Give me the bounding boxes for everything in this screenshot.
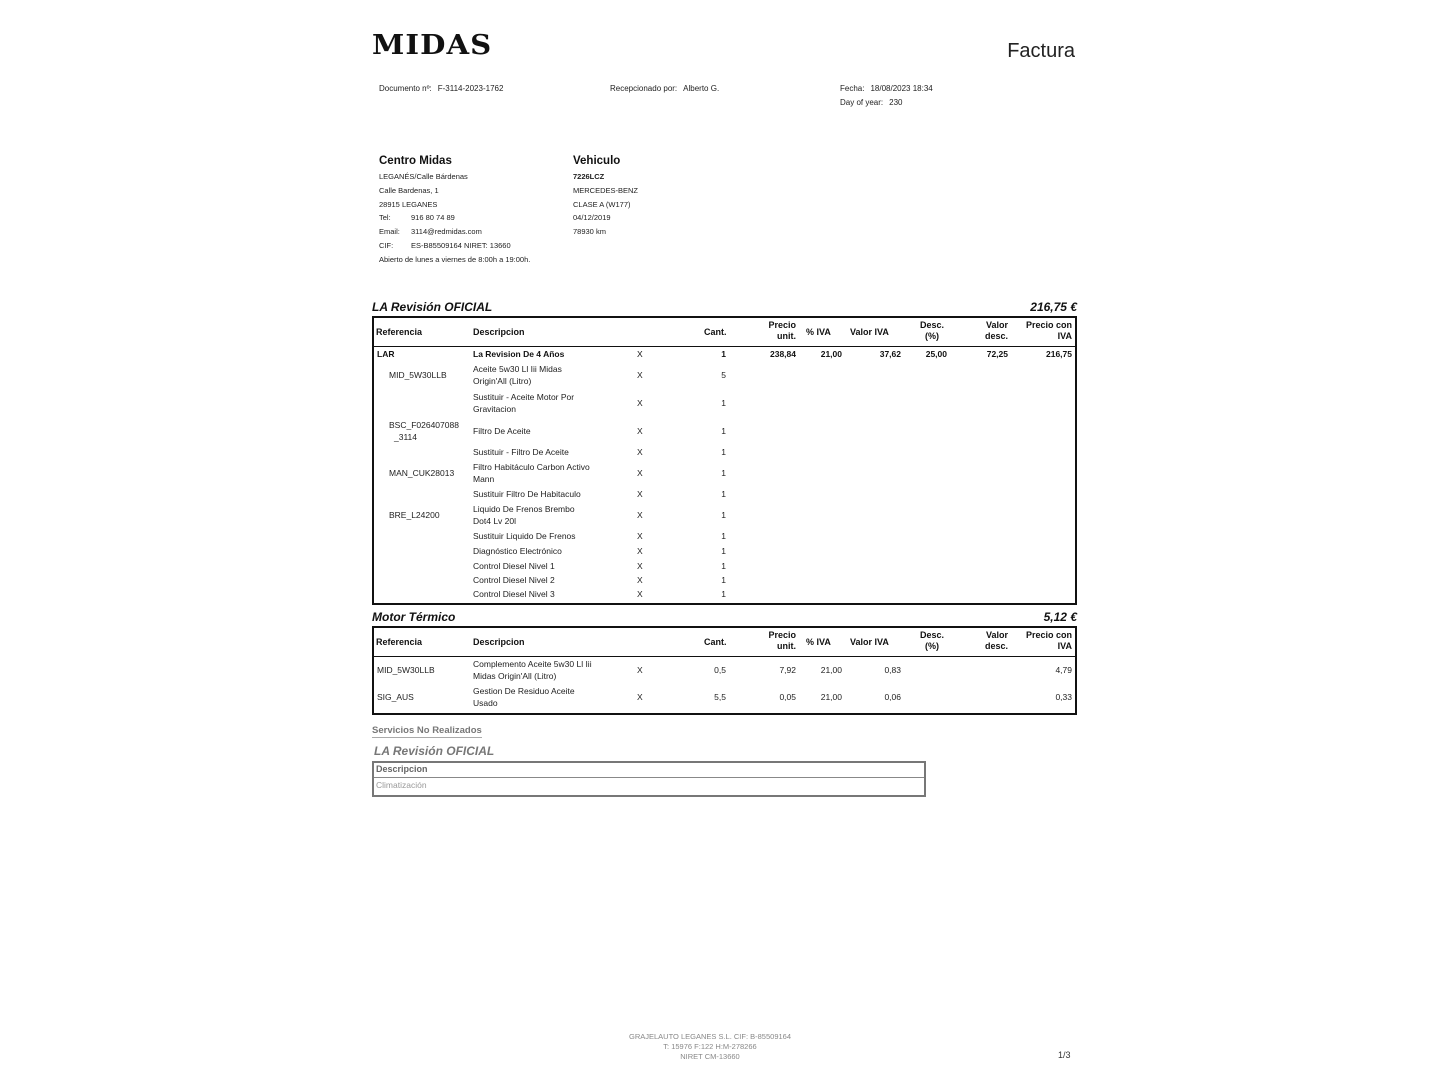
vehiculo-matricula: 7226LCZ xyxy=(573,172,605,181)
no-realizados-value: Climatización xyxy=(376,780,427,790)
cif-value: ES-B85509164 NIRET: 13660 xyxy=(411,240,511,250)
item-precio: 7,92 xyxy=(779,665,796,675)
page-number: 1/3 xyxy=(1058,1050,1071,1060)
item-ref: MAN_CUK28013 xyxy=(389,468,455,478)
tel-label: Tel: xyxy=(379,213,391,223)
item-desc-l2: Gravitacion xyxy=(473,403,516,414)
section2-table xyxy=(372,626,1077,715)
col-desc-pct xyxy=(914,320,950,342)
documento-value: F-3114-2023-1762 xyxy=(437,84,504,93)
centro-horario: Abierto de lunes a viernes de 8:00h a 19:00h. xyxy=(379,254,531,264)
footer-company-info xyxy=(620,1032,800,1062)
col-desc-pct-l2: (%) xyxy=(925,641,939,651)
col-precio-iva xyxy=(1014,320,1072,342)
item-cant: 1 xyxy=(721,398,726,408)
item-desc-l2: Midas Origin'All (Litro) xyxy=(473,670,557,681)
item-desc xyxy=(473,462,590,485)
col-desc-pct xyxy=(914,630,950,652)
section1-title: LA Revisión OFICIAL xyxy=(372,300,493,314)
main-valor-iva: 37,62 xyxy=(879,349,901,359)
centro-email xyxy=(379,225,530,239)
section2-title: Motor Térmico xyxy=(372,610,456,624)
recep-label: Recepcionado por: xyxy=(610,84,678,93)
centro-line1: LEGANÉS/Calle Bárdenas xyxy=(379,172,468,181)
main-precio: 238,84 xyxy=(770,349,796,359)
item-mark: X xyxy=(637,510,643,520)
col-valor-desc-l1: Valor xyxy=(985,320,1008,330)
item-desc-l2: Dot4 Lv 20l xyxy=(473,515,516,526)
item-desc: Sustituir - Filtro De Aceite xyxy=(473,447,569,457)
no-realizados-table xyxy=(372,761,926,797)
col-valor-desc xyxy=(964,630,1008,652)
item-desc xyxy=(473,392,574,415)
item-precio-iva: 4,79 xyxy=(1055,665,1072,675)
cif-label: CIF: xyxy=(379,240,394,250)
col-valor-iva: Valor IVA xyxy=(850,637,889,647)
vehiculo-block xyxy=(573,153,638,239)
item-desc-l1: Filtro Habitáculo Carbon Activo xyxy=(473,462,590,472)
item-ref: MID_5W30LLB xyxy=(389,370,447,380)
day-label: Day of year: xyxy=(840,98,884,107)
item-desc: Control Diesel Nivel 1 xyxy=(473,561,555,571)
centro-title: Centro Midas xyxy=(379,155,452,167)
recepcionado-por xyxy=(610,82,719,96)
item-valor-iva: 0,83 xyxy=(884,665,901,675)
item-precio-iva: 0,33 xyxy=(1055,692,1072,702)
item-cant: 5 xyxy=(721,370,726,380)
col-iva: % IVA xyxy=(806,327,831,337)
item-desc: Filtro De Aceite xyxy=(473,426,531,436)
item-desc-l1: Aceite 5w30 Ll Iii Midas xyxy=(473,364,562,374)
item-mark: X xyxy=(637,546,643,556)
col-referencia: Referencia xyxy=(376,637,423,647)
item-iva: 21,00 xyxy=(820,665,842,675)
col-desc-pct-l1: Desc. xyxy=(919,320,945,330)
documento-label: Documento nº: xyxy=(379,84,432,93)
item-mark: X xyxy=(637,575,643,585)
section1-table xyxy=(372,316,1077,605)
item-mark: X xyxy=(637,561,643,571)
item-cant: 1 xyxy=(721,489,726,499)
item-ref: BRE_L24200 xyxy=(389,510,440,520)
item-cant: 1 xyxy=(721,575,726,585)
section2-header xyxy=(372,610,1077,624)
item-mark: X xyxy=(637,447,643,457)
item-desc-l2: Mann xyxy=(473,473,495,484)
tel-value: 916 80 74 89 xyxy=(411,213,455,223)
item-ref xyxy=(389,420,459,443)
midas-logo: MIDAS xyxy=(372,30,493,61)
col-valor-desc-l2: desc. xyxy=(984,331,1008,341)
item-cant: 5,5 xyxy=(714,692,726,702)
item-ref: MID_5W30LLB xyxy=(377,665,435,675)
no-realizados-col-descripcion: Descripcion xyxy=(376,764,428,774)
col-precio-iva-l1: Precio con xyxy=(1025,320,1072,330)
item-iva: 21,00 xyxy=(820,692,842,702)
item-mark: X xyxy=(637,489,643,499)
footer-line2: T: 15976 F:122 H:M-278266 xyxy=(663,1042,757,1051)
col-valor-desc-l1: Valor xyxy=(985,630,1008,640)
item-mark: X xyxy=(637,426,643,436)
documento-number xyxy=(379,82,503,96)
item-mark: X xyxy=(637,589,643,599)
main-cant: 1 xyxy=(721,349,726,359)
item-desc: Sustituir Liquido De Frenos xyxy=(473,531,576,541)
item-desc-l1: Liquido De Frenos Brembo xyxy=(473,504,575,514)
section1-table-header xyxy=(374,318,1075,347)
item-desc: Sustituir Filtro De Habitaculo xyxy=(473,489,581,499)
item-valor-iva: 0,06 xyxy=(884,692,901,702)
vehiculo-fecha: 04/12/2019 xyxy=(573,213,611,223)
col-descripcion: Descripcion xyxy=(473,327,525,337)
main-mark: X xyxy=(637,349,643,359)
section1-total: 216,75 € xyxy=(1030,300,1077,314)
item-cant: 1 xyxy=(721,447,726,457)
item-cant: 1 xyxy=(721,426,726,436)
col-precio xyxy=(750,320,796,342)
item-cant: 1 xyxy=(721,561,726,571)
main-desc: La Revision De 4 Años xyxy=(473,349,565,359)
section2-table-header xyxy=(374,628,1075,657)
centro-block xyxy=(379,153,530,267)
col-desc-pct-l2: (%) xyxy=(925,331,939,341)
vehiculo-marca: MERCEDES-BENZ xyxy=(573,185,639,195)
item-desc-l1: Gestion De Residuo Aceite xyxy=(473,686,575,696)
item-mark: X xyxy=(637,398,643,408)
col-cant: Cant. xyxy=(704,327,727,337)
item-precio: 0,05 xyxy=(779,692,796,702)
email-label: Email: xyxy=(379,227,400,237)
item-mark: X xyxy=(637,370,643,380)
col-precio xyxy=(750,630,796,652)
item-desc-l2: Origin'All (Litro) xyxy=(473,375,532,386)
centro-cif xyxy=(379,239,530,253)
vehiculo-modelo: CLASE A (W177) xyxy=(573,199,631,209)
col-referencia: Referencia xyxy=(376,327,423,337)
day-value: 230 xyxy=(889,98,903,107)
item-desc-l1: Complemento Aceite 5w30 Ll Iii xyxy=(473,659,592,669)
col-valor-desc-l2: desc. xyxy=(984,641,1008,651)
item-desc xyxy=(473,686,575,709)
item-desc xyxy=(473,659,592,682)
main-precio-iva: 216,75 xyxy=(1046,349,1072,359)
col-descripcion: Descripcion xyxy=(473,637,525,647)
col-precio-l2: unit. xyxy=(777,641,796,651)
col-precio-l1: Precio xyxy=(768,630,796,640)
item-desc xyxy=(473,504,575,527)
no-realizados-divider xyxy=(374,777,924,778)
main-ref: LAR xyxy=(377,349,395,359)
no-realizados-subtitle: LA Revisión OFICIAL xyxy=(374,744,495,758)
fecha-label: Fecha: xyxy=(840,84,865,93)
item-mark: X xyxy=(637,468,643,478)
col-cant: Cant. xyxy=(704,637,727,647)
document-title: Factura xyxy=(1007,40,1075,62)
main-valor-desc: 72,25 xyxy=(986,349,1008,359)
col-precio-iva-l2: IVA xyxy=(1057,641,1072,651)
item-mark: X xyxy=(637,665,643,675)
item-ref-l2: _3114 xyxy=(394,431,418,442)
col-precio-iva-l1: Precio con xyxy=(1025,630,1072,640)
col-iva: % IVA xyxy=(806,637,831,647)
col-valor-iva: Valor IVA xyxy=(850,327,889,337)
item-desc xyxy=(473,364,562,387)
item-mark: X xyxy=(637,531,643,541)
item-cant: 1 xyxy=(721,468,726,478)
centro-line3: 28915 LEGANES xyxy=(379,199,438,209)
section2-total: 5,12 € xyxy=(1043,610,1077,624)
vehiculo-km: 78930 km xyxy=(573,227,606,237)
email-value: 3114@redmidas.com xyxy=(411,227,482,237)
fecha-block xyxy=(840,82,933,110)
item-cant: 1 xyxy=(721,531,726,541)
main-iva: 21,00 xyxy=(820,349,842,359)
item-cant: 1 xyxy=(721,589,726,599)
item-mark: X xyxy=(637,692,643,702)
item-desc-l1: Sustituir - Aceite Motor Por xyxy=(473,392,575,402)
vehiculo-title: Vehiculo xyxy=(573,155,621,167)
col-precio-iva xyxy=(1014,630,1072,652)
col-precio-iva-l2: IVA xyxy=(1057,331,1072,341)
centro-tel xyxy=(379,211,530,225)
item-desc: Control Diesel Nivel 3 xyxy=(473,589,555,599)
item-desc-l2: Usado xyxy=(473,697,498,708)
item-desc: Diagnóstico Electrónico xyxy=(473,546,562,556)
item-cant: 1 xyxy=(721,546,726,556)
main-desc-pct: 25,00 xyxy=(925,349,947,359)
centro-line2: Calle Bardenas, 1 xyxy=(379,185,439,195)
recep-value: Alberto G. xyxy=(683,84,720,93)
item-ref: SIG_AUS xyxy=(377,692,414,702)
item-desc: Control Diesel Nivel 2 xyxy=(473,575,555,585)
item-ref-l1: BSC_F026407088 xyxy=(389,420,459,430)
section1-header xyxy=(372,300,1077,314)
footer-line1: GRAJELAUTO LEGANES S.L. CIF: B-85509164 xyxy=(628,1032,791,1041)
col-precio-l2: unit. xyxy=(777,331,796,341)
no-realizados-title: Servicios No Realizados xyxy=(372,725,482,736)
col-valor-desc xyxy=(964,320,1008,342)
item-cant: 1 xyxy=(721,510,726,520)
col-precio-l1: Precio xyxy=(768,320,796,330)
footer-line3: NIRET CM-13660 xyxy=(680,1052,740,1061)
item-cant: 0,5 xyxy=(714,665,726,675)
fecha-value: 18/08/2023 18:34 xyxy=(870,84,933,93)
col-desc-pct-l1: Desc. xyxy=(919,630,945,640)
